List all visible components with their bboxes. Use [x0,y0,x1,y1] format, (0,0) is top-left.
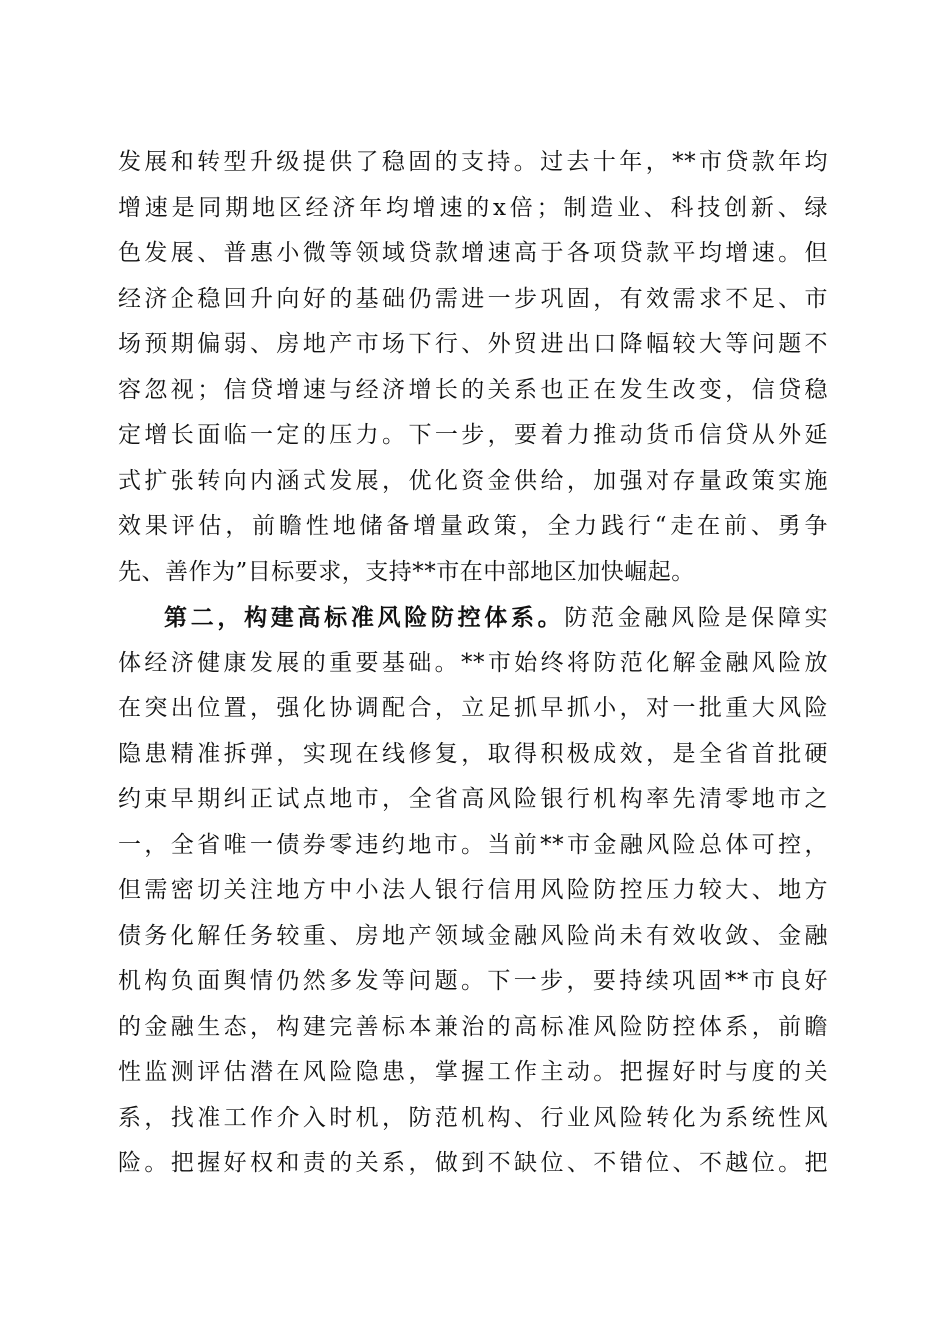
text-line: 在突出位置，强化协调配合，立足抓早抓小，对一批重大风险 [118,695,828,721]
text-line: 险。把握好权和责的关系，做到不缺位、不错位、不越位。把 [118,1150,828,1176]
text-line: 容忽视；信贷增速与经济增长的关系也正在发生改变，信贷稳 [118,376,828,403]
text-line: 先、善作为”目标要求，支持**市在中部地区加快崛起。 [118,558,695,585]
text-line: 一，全省唯一债券零违约地市。当前**市金融风险总体可控， [118,831,828,858]
paragraph-first-line [118,595,828,641]
text-line: 债务化解任务较重、房地产领域金融风险尚未有效收敛、金融 [118,922,828,949]
text-line: 性监测评估潜在风险隐患，掌握工作主动。把握好时与度的关 [118,1059,828,1085]
text-line: 约束早期纠正试点地市，全省高风险银行机构率先清零地市之 [118,786,828,812]
text-line: 场预期偏弱、房地产市场下行、外贸进出口降幅较大等问题不 [118,331,828,357]
text-line: 定增长面临一定的压力。下一步，要着力推动货币信贷从外延 [118,422,828,448]
text-line: 隐患精准拆弹，实现在线修复，取得积极成效，是全省首批硬 [118,740,828,767]
text-line: 增速是同期地区经济年均增速的x倍；制造业、科技创新、绿 [118,194,828,221]
text-line: 效果评估，前瞻性地储备增量政策，全力践行“走在前、勇争 [118,513,828,539]
text-line: 但需密切关注地方中小法人银行信用风险防控压力较大、地方 [118,877,828,903]
text-line: 经济企稳回升向好的基础仍需进一步巩固，有效需求不足、市 [118,285,828,312]
paragraph-1 [118,140,828,595]
text-line: 系，找准工作介入时机，防范机构、行业风险转化为系统性风 [118,1104,828,1131]
paragraph-2 [118,595,828,1187]
text-line: 体经济健康发展的重要基础。**市始终将防范化解金融风险放 [118,649,828,676]
text-line: 发展和转型升级提供了稳固的支持。过去十年，**市贷款年均 [118,149,828,175]
text-line: 式扩张转向内涵式发展，优化资金供给，加强对存量政策实施 [118,467,828,494]
paragraph-first-line-text: 防范金融风险是保障实 [564,605,828,631]
text-line: 机构负面舆情仍然多发等问题。下一步，要持续巩固**市良好 [118,968,828,994]
paragraph-heading: 第二，构建高标准风险防控体系。 [164,604,565,631]
text-line: 的金融生态，构建完善标本兼治的高标准风险防控体系，前瞻 [118,1013,828,1040]
text-line: 色发展、普惠小微等领域贷款增速高于各项贷款平均增速。但 [118,240,828,266]
body-text [118,140,828,1187]
